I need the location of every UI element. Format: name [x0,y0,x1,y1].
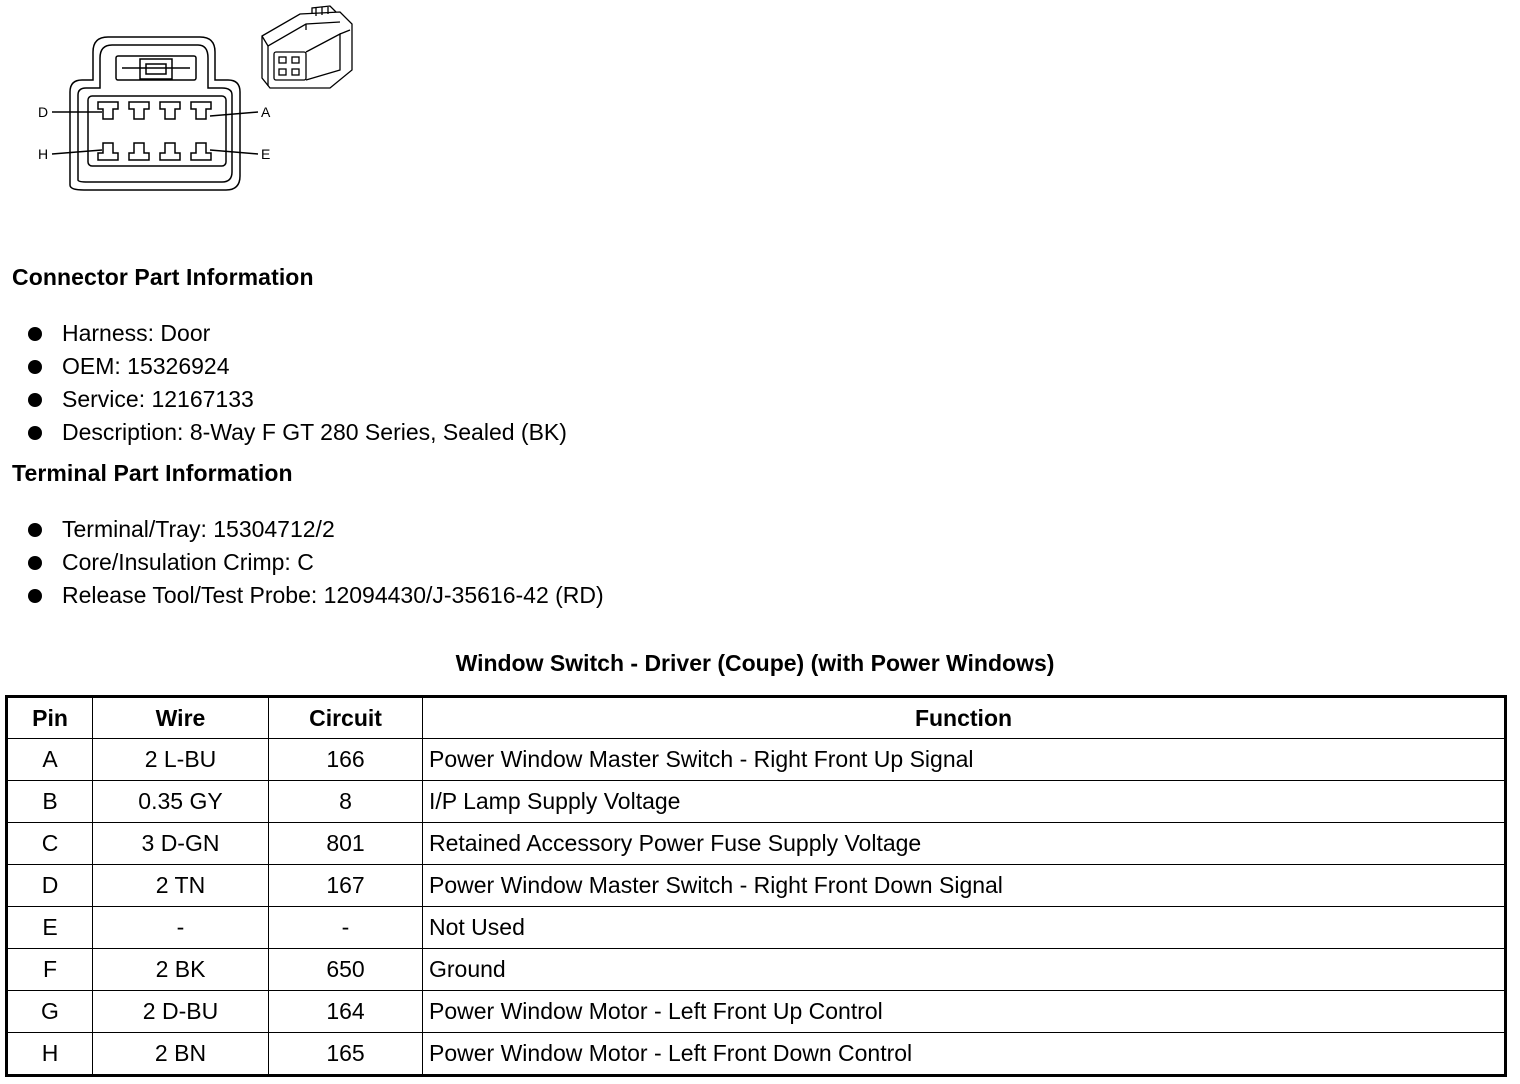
cell-function: Ground [423,948,1506,990]
cell-wire: 2 TN [93,864,269,906]
cell-circuit: 801 [269,822,423,864]
header-wire: Wire [93,697,269,739]
header-circuit: Circuit [269,697,423,739]
list-item: Core/Insulation Crimp: C [28,546,604,579]
terminal-row-bottom [98,143,211,160]
bullet-icon [28,426,42,440]
cell-function: Retained Accessory Power Fuse Supply Voltage [423,822,1506,864]
cell-function: I/P Lamp Supply Voltage [423,780,1506,822]
cell-function: Power Window Master Switch - Right Front Down Signal [423,864,1506,906]
bullet-icon [28,327,42,341]
cell-wire: 2 L-BU [93,739,269,781]
cell-circuit: 167 [269,864,423,906]
cell-function: Power Window Motor - Left Front Up Control [423,990,1506,1032]
table-row [7,948,1506,990]
bullet-icon [28,523,42,537]
cell-pin: C [7,822,93,864]
table-title: Window Switch - Driver (Coupe) (with Power Windows) [455,650,1055,676]
cell-wire: 0.35 GY [93,780,269,822]
header-pin: Pin [7,697,93,739]
pin-label-a: A [261,104,271,120]
list-item: Harness: Door [28,317,567,350]
bullet-icon [28,589,42,603]
connector-housing-outer [70,37,240,190]
table-row [7,1032,1506,1075]
connector-isometric-view [262,6,352,88]
connector-part-info-list [28,317,567,449]
table-row [7,990,1506,1032]
connector-housing-inner [78,45,232,182]
table-row [7,780,1506,822]
list-item: Release Tool/Test Probe: 12094430/J-35616-42 (RD) [28,579,604,612]
cell-function: Not Used [423,906,1506,948]
connector-part-info-heading: Connector Part Information [12,264,314,290]
cell-pin: H [7,1032,93,1075]
connector-latch [116,56,196,80]
cell-pin: D [7,864,93,906]
cell-pin: A [7,739,93,781]
cell-circuit: 8 [269,780,423,822]
list-item: Description: 8-Way F GT 280 Series, Sealed (BK) [28,416,567,449]
cell-wire: - [93,906,269,948]
cell-circuit: - [269,906,423,948]
table-header-row [7,697,1506,739]
table-row [7,906,1506,948]
cell-circuit: 165 [269,1032,423,1075]
cell-circuit: 650 [269,948,423,990]
terminal-part-info-heading: Terminal Part Information [12,460,293,486]
cell-pin: E [7,906,93,948]
cell-function: Power Window Motor - Left Front Down Control [423,1032,1506,1075]
cell-pin: G [7,990,93,1032]
table-row [7,864,1506,906]
terminal-cavity-frame [88,96,226,166]
cell-pin: B [7,780,93,822]
terminal-row-top [98,102,211,119]
cell-wire: 2 BK [93,948,269,990]
cell-pin: F [7,948,93,990]
cell-wire: 2 D-BU [93,990,269,1032]
table-row [7,739,1506,781]
list-item: Service: 12167133 [28,383,567,416]
table-row [7,822,1506,864]
list-item: Terminal/Tray: 15304712/2 [28,513,604,546]
list-item: OEM: 15326924 [28,350,567,383]
cell-circuit: 164 [269,990,423,1032]
pin-label-h: H [38,146,49,162]
cell-wire: 2 BN [93,1032,269,1075]
pin-label-d: D [38,104,49,120]
cell-wire: 3 D-GN [93,822,269,864]
bullet-icon [28,393,42,407]
pinout-table [5,695,1507,1077]
pin-label-e: E [261,146,271,162]
cell-circuit: 166 [269,739,423,781]
cell-function: Power Window Master Switch - Right Front Up Signal [423,739,1506,781]
pin-leader-lines [52,112,258,154]
connector-diagram [0,0,380,210]
terminal-part-info-list [28,513,604,612]
bullet-icon [28,360,42,374]
bullet-icon [28,556,42,570]
header-function: Function [423,697,1506,739]
